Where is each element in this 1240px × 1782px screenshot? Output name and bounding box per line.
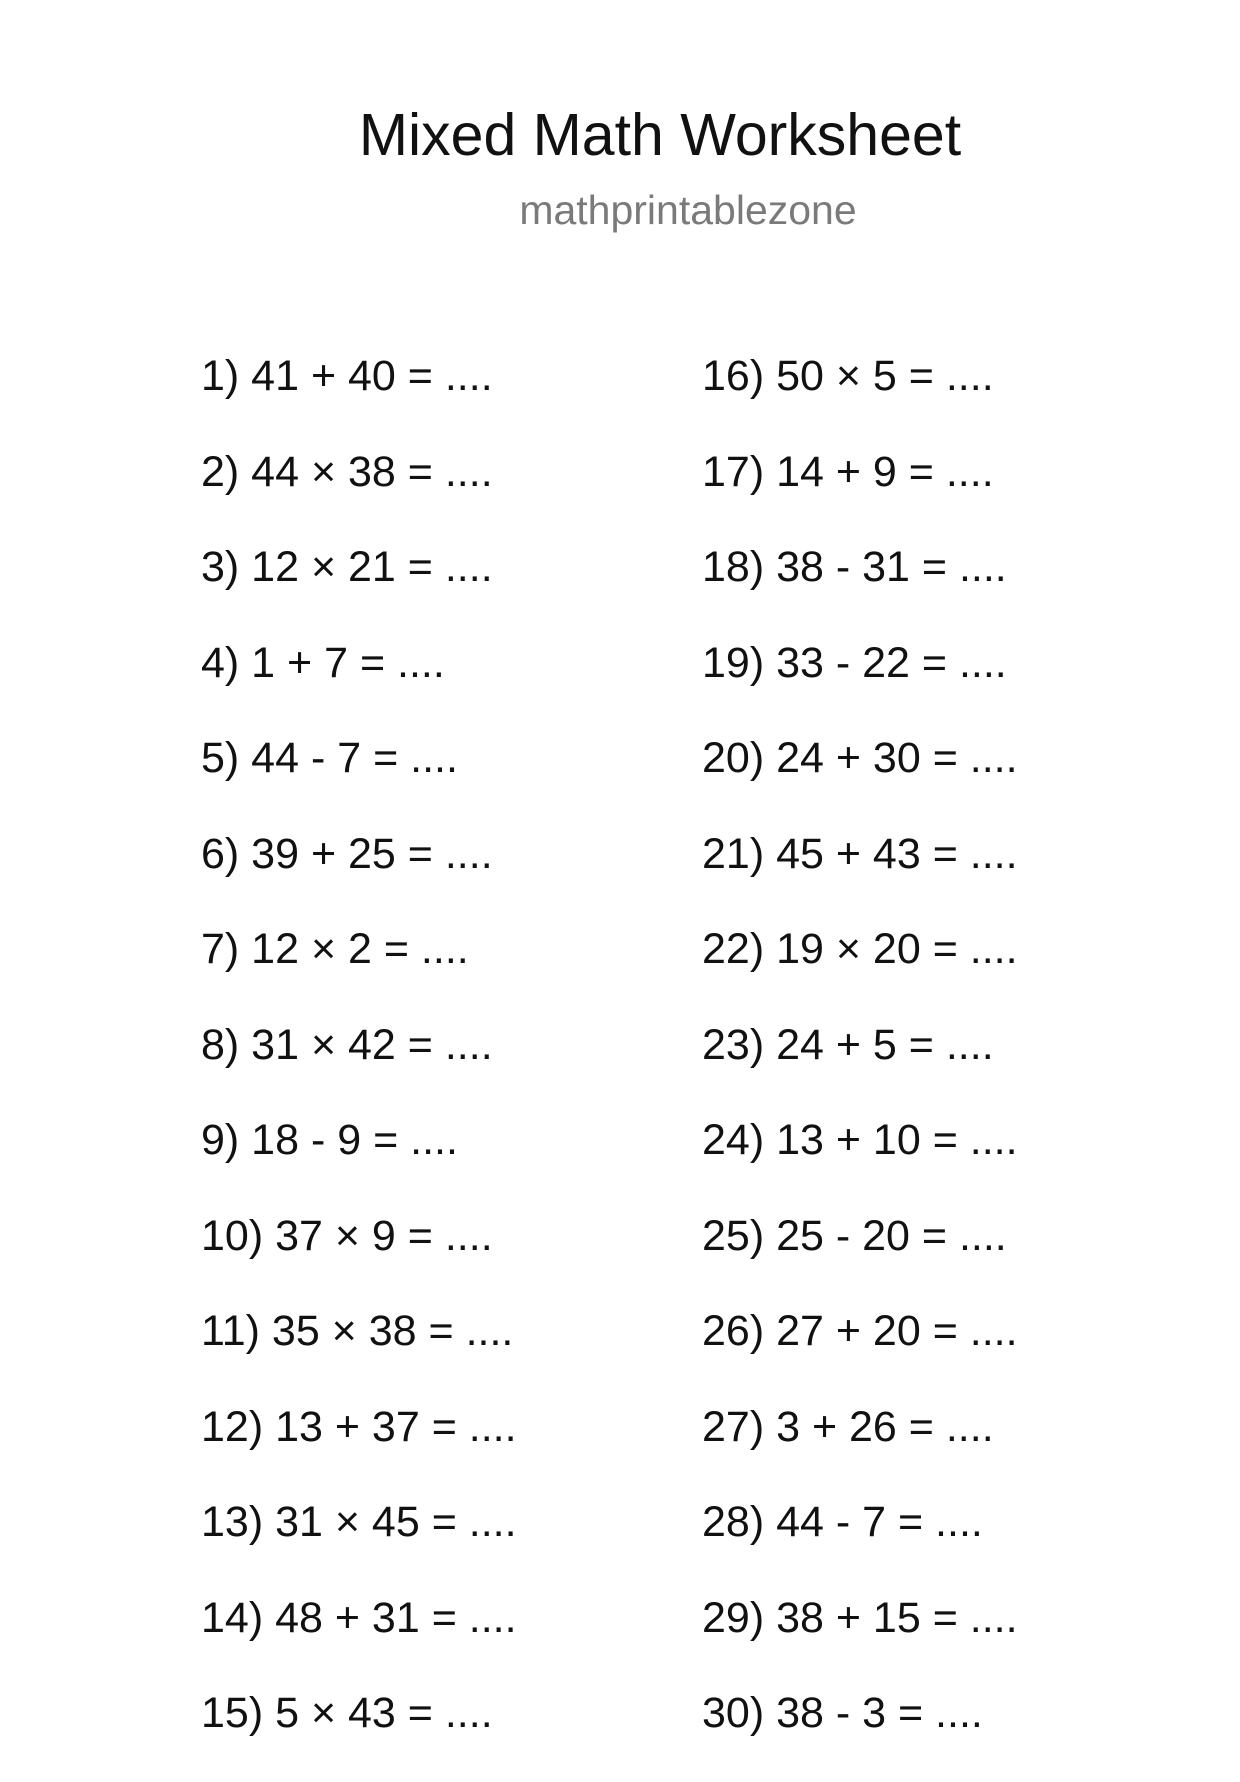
problem-column-right (702, 349, 1018, 1782)
problem-item: 9) 18 - 9 = .... (201, 1116, 458, 1164)
problem-item: 4) 1 + 7 = .... (201, 638, 445, 687)
problem-item: 8) 31 × 42 = .... (201, 1020, 493, 1069)
problem-item: 26) 27 + 20 = .... (702, 1307, 1018, 1355)
problem-item: 24) 13 + 10 = .... (702, 1116, 1018, 1164)
problem-item: 12) 13 + 37 = .... (201, 1402, 517, 1451)
problem-item: 19) 33 - 22 = .... (702, 638, 1007, 687)
problem-item: 29) 38 + 15 = .... (702, 1593, 1018, 1642)
problem-item: 17) 14 + 9 = .... (702, 447, 994, 496)
problem-item: 14) 48 + 31 = .... (201, 1593, 517, 1642)
problem-column-left (201, 349, 517, 1782)
problem-item: 5) 44 - 7 = .... (201, 734, 458, 782)
problem-item: 6) 39 + 25 = .... (201, 829, 493, 878)
problem-item: 1) 41 + 40 = .... (201, 352, 493, 400)
problem-item: 10) 37 × 9 = .... (201, 1211, 493, 1260)
problem-item: 30) 38 - 3 = .... (702, 1689, 983, 1737)
problem-item: 16) 50 × 5 = .... (702, 352, 994, 400)
problem-item: 3) 12 × 21 = .... (201, 543, 493, 591)
problem-item: 11) 35 × 38 = .... (201, 1307, 514, 1355)
problem-item: 20) 24 + 30 = .... (702, 734, 1018, 782)
problem-item: 27) 3 + 26 = .... (702, 1402, 994, 1451)
worksheet-subtitle: mathprintablezone (519, 187, 857, 233)
problem-item: 22) 19 × 20 = .... (702, 925, 1018, 973)
problem-item: 13) 31 × 45 = .... (201, 1498, 517, 1546)
problem-item: 15) 5 × 43 = .... (201, 1689, 493, 1737)
problem-item: 18) 38 - 31 = .... (702, 543, 1007, 591)
problem-item: 2) 44 × 38 = .... (201, 447, 493, 496)
problem-item: 23) 24 + 5 = .... (702, 1020, 994, 1069)
problem-item: 21) 45 + 43 = .... (702, 829, 1018, 878)
problem-item: 28) 44 - 7 = .... (702, 1498, 983, 1546)
worksheet-title: Mixed Math Worksheet (358, 102, 962, 168)
problem-item: 7) 12 × 2 = .... (201, 925, 469, 973)
problem-item: 25) 25 - 20 = .... (702, 1211, 1007, 1260)
